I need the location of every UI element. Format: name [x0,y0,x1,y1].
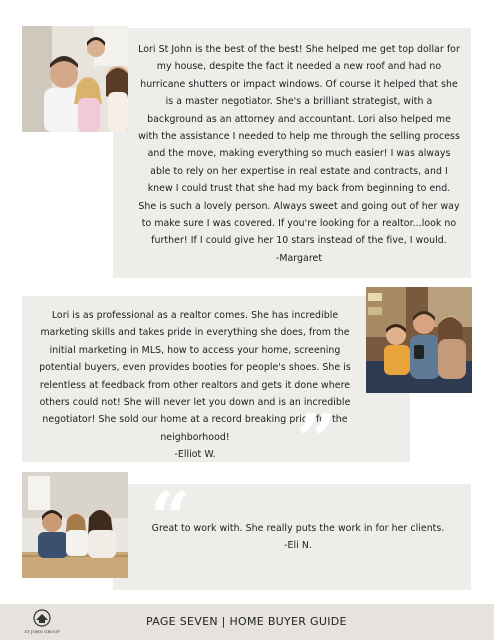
quote-mark-icon: ” [296,399,337,482]
family-photo-2 [366,287,472,393]
family-photo-1 [22,26,128,132]
logo-icon [24,607,60,639]
testimonial-author-2: -Elliot W. [174,449,216,461]
family-photo-3 [22,472,128,578]
logo-text: ST JOHN GROUP [24,629,60,634]
testimonial-body-1: Lori St John is the best of the best! She helped me get top dollar for my house, despite the fact it needed a new roof and had no hurricane shutters or impact windows. Of course it helped that she is a master negotiator. She's a brilliant strategist, with a background as an attorney and accountant. Lori also helped me with the assistance I needed to help me through the selling process and the move, making everything so much easier! I was always able to rely on her expertise in real estate and contracts, and I knew I could trust that she had my back from beginning to end. She is such a lovely person. Always sweet and going out of her way to make sure I was covered. If you're looking for a realtor...look no further! If I could give her 10 stars instead of the five, I would. [138,44,460,247]
testimonial-author-3: -Eli N. [284,540,312,552]
testimonial-author-1: -Margaret [275,252,323,264]
footer-bar [0,604,494,640]
testimonial-text-1 [138,41,460,267]
quote-mark-icon: “ [150,476,191,559]
testimonial-text-3 [138,520,458,555]
testimonial-body-3: Great to work with. She really puts the work in for her clients. [151,523,445,534]
footer-title: PAGE SEVEN | HOME BUYER GUIDE [146,615,347,628]
testimonial-body-2: Lori is as professional as a realtor comes. She has incredible marketing skills and takes pride in everything she does, from the initial marketing in MLS, how to access your home, screening potential buyers, even provides booties for people's shoes. She is relentless at feedback from other realtors and gets it done where others could not! She will never let you down and is an incredible negotiator! She sold our home at a record breaking price for the neighborhood! [39,310,351,443]
